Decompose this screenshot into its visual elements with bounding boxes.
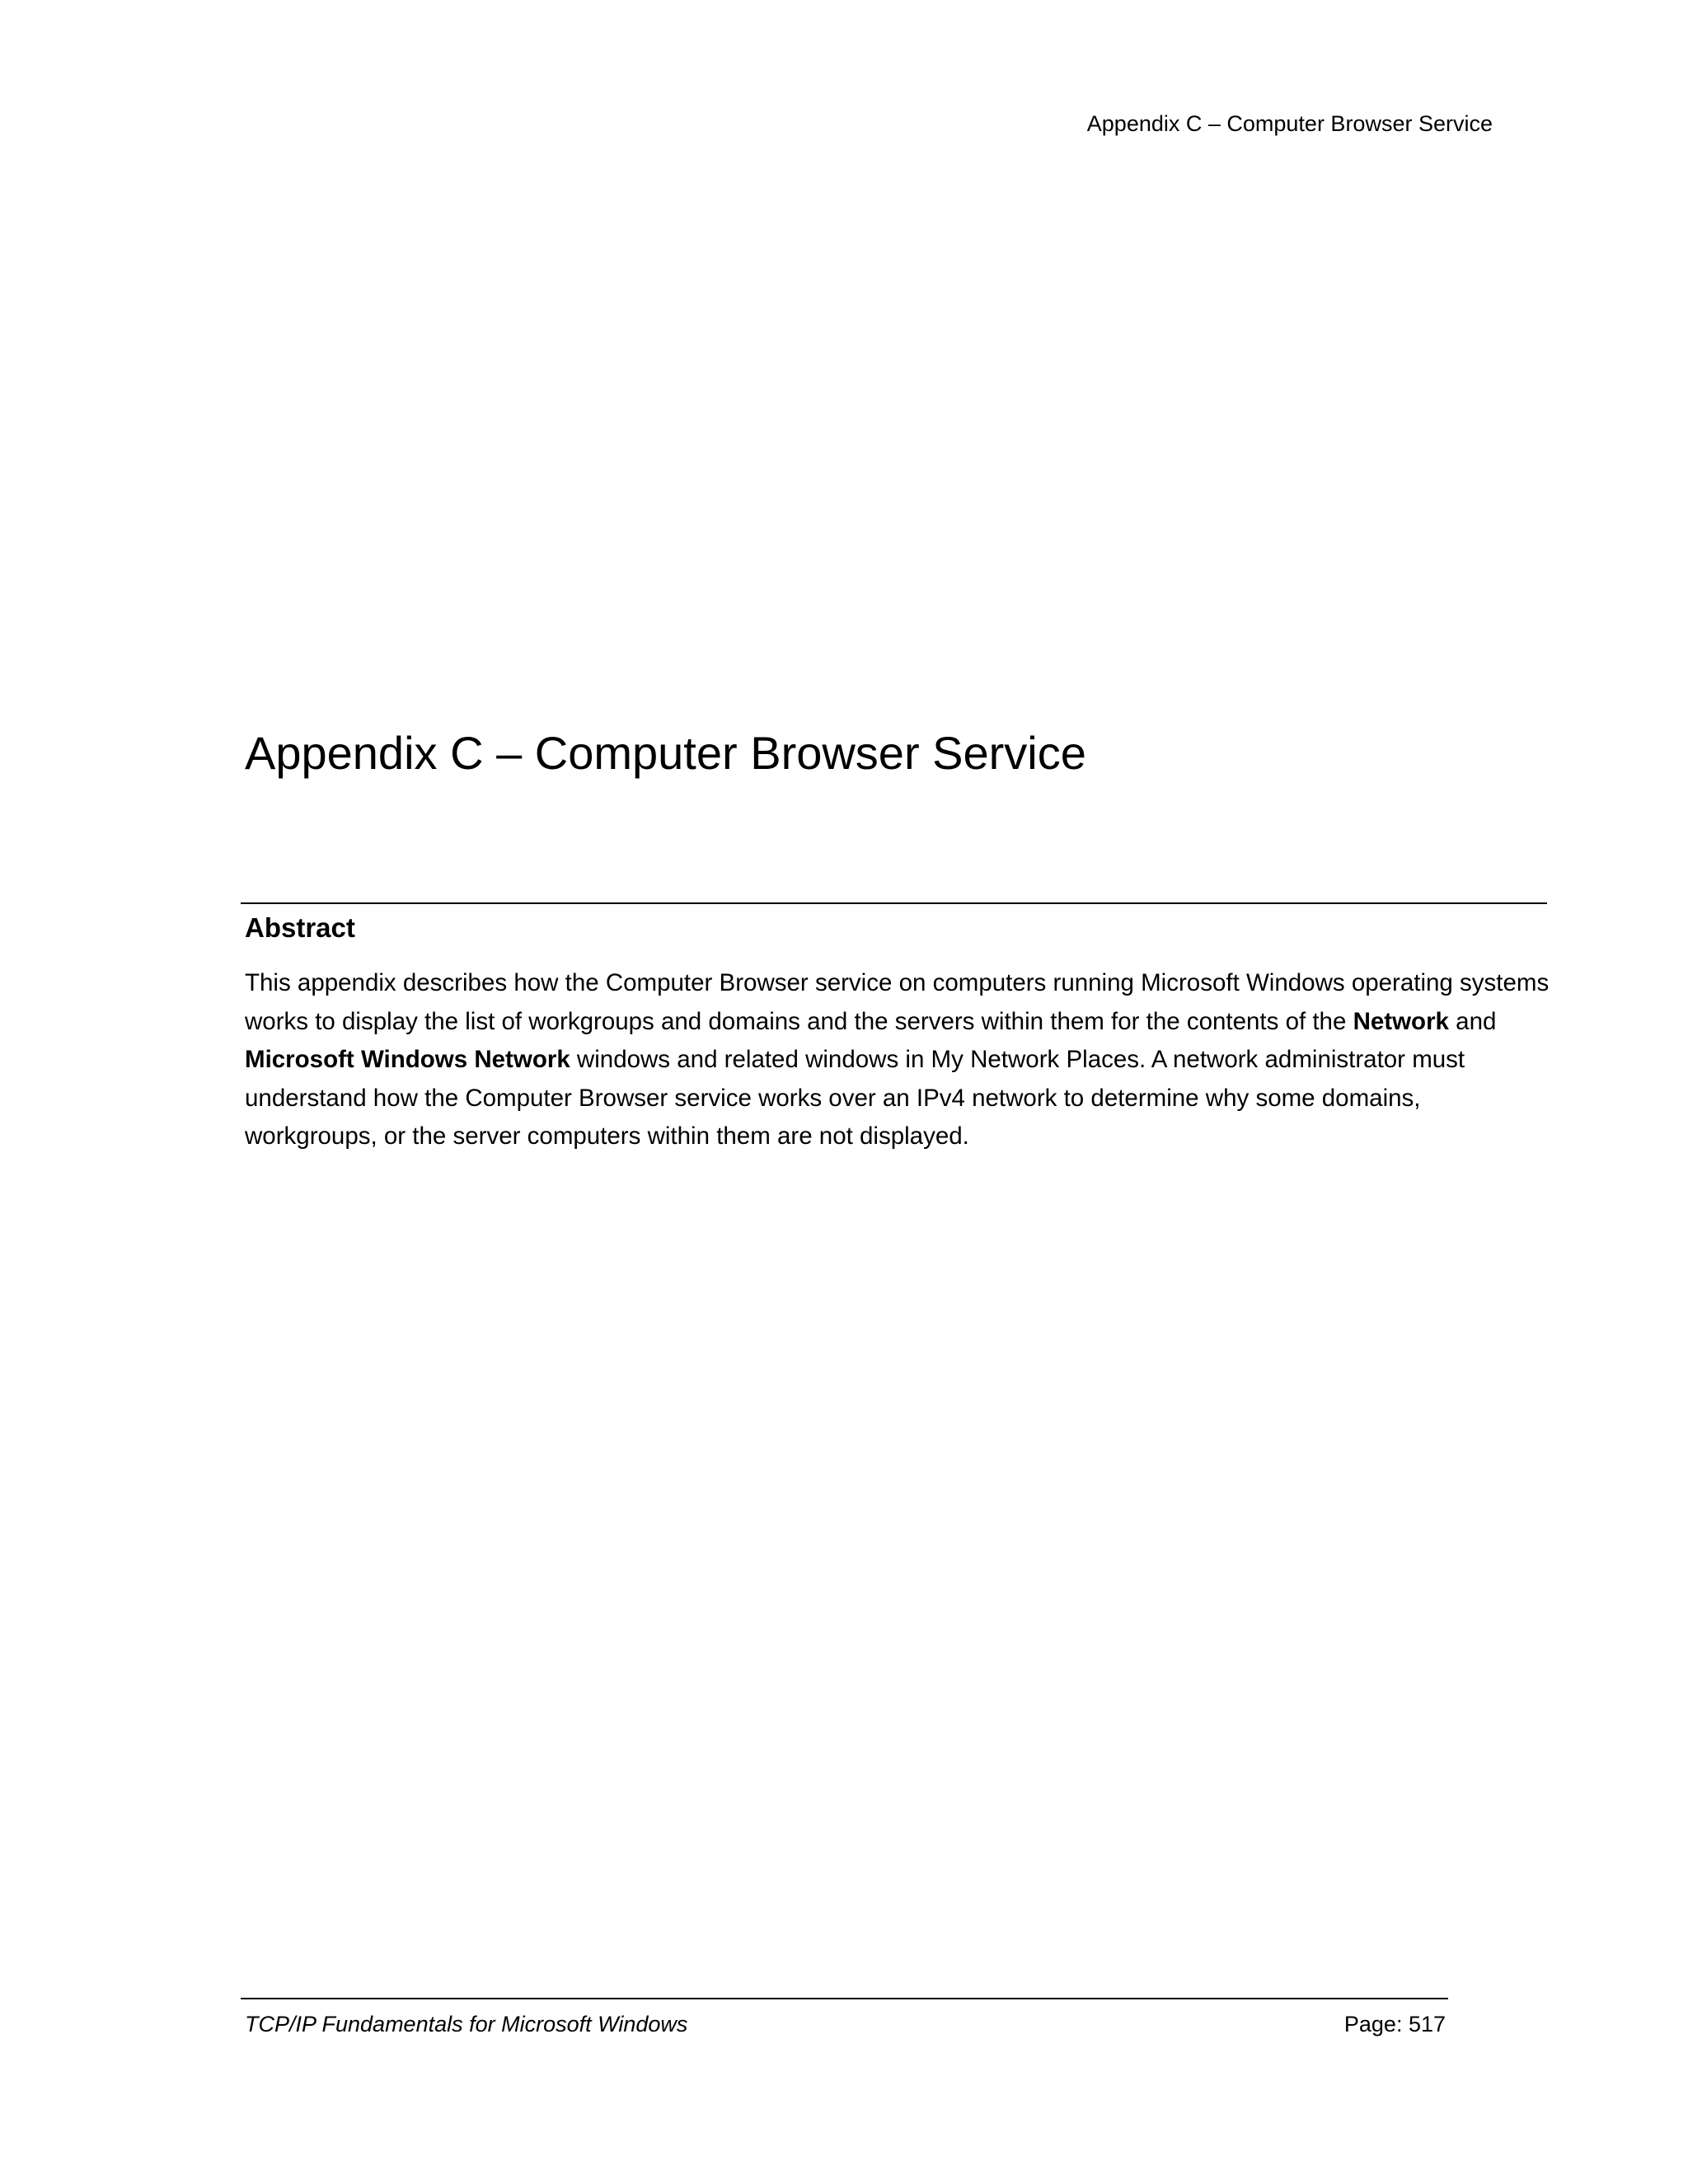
- running-header: Appendix C – Computer Browser Service: [1086, 111, 1493, 136]
- abstract-paragraph: [245, 964, 1551, 1156]
- footer-divider: [241, 1998, 1448, 1999]
- abstract-divider: [241, 902, 1547, 904]
- abstract-text-3: windows and related windows in My Network Places. A network administrator must understand how the Computer Browser service works over an IPv4 network to determine why some domains, workgroups, or the server computers within them are not displayed.: [245, 1046, 1465, 1150]
- abstract-bold-microsoft-windows-network: Microsoft Windows Network: [245, 1046, 570, 1073]
- abstract-text-2: and: [1448, 1007, 1497, 1035]
- footer-book-title: TCP/IP Fundamentals for Microsoft Windows: [245, 2012, 688, 2036]
- footer-page-number: Page: 517: [1343, 2012, 1446, 2036]
- abstract-heading: Abstract: [245, 912, 355, 943]
- abstract-bold-network: Network: [1353, 1007, 1449, 1035]
- page-title: Appendix C – Computer Browser Service: [245, 727, 1086, 779]
- abstract-text-1: This appendix describes how the Computer Browser service on computers running Microsoft Windows operating systems works to display the list of workgroups and domains and the servers within them for the contents of the: [245, 969, 1550, 1035]
